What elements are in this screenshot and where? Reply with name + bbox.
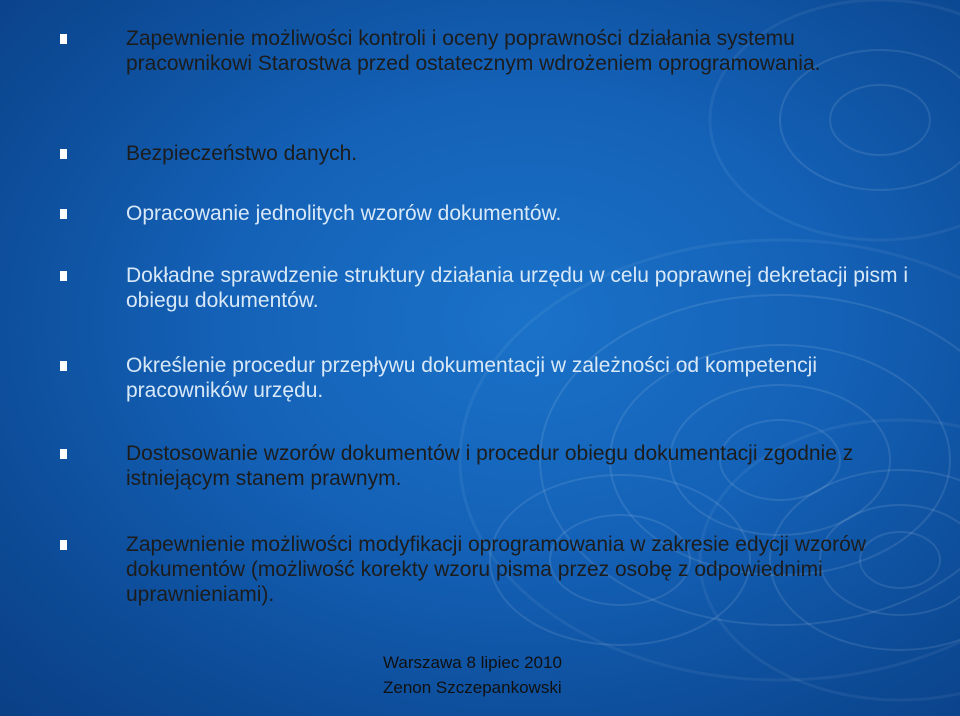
square-bullet-icon <box>60 209 67 219</box>
square-bullet-icon <box>60 449 67 459</box>
bullet-text-1: Zapewnienie możliwości kontroli i oceny poprawności działania systemu pracownikowi Starostwa przed ostatecznym wdrożeniem oprogramowania. <box>126 27 821 75</box>
slide-footer <box>383 650 562 700</box>
square-bullet-icon <box>60 149 67 159</box>
square-bullet-icon <box>60 361 67 371</box>
bullet-text-7: Zapewnienie możliwości modyfikacji oprogramowania w zakresie edycji wzorów dokumentów (możliwość korekty wzoru pisma przez osobę z odpowiednimi uprawnieniami). <box>126 533 866 606</box>
bullet-text-5: Określenie procedur przepływu dokumentacji w zależności od kompetencji pracowników urzędu. <box>126 354 818 402</box>
bullet-text-3: Opracowanie jednolitych wzorów dokumentów. <box>126 202 562 225</box>
bullet-text-2: Bezpieczeństwo danych. <box>126 142 358 165</box>
square-bullet-icon <box>60 34 67 44</box>
footer-date-location: Warszawa 8 lipiec 2010 <box>383 653 562 672</box>
bullet-text-6: Dostosowanie wzorów dokumentów i procedur obiegu dokumentacji zgodnie z istniejącym stanem prawnym. <box>126 442 854 490</box>
footer-author: Zenon Szczepankowski <box>383 678 562 697</box>
bullet-text-4: Dokładne sprawdzenie struktury działania urzędu w celu poprawnej dekretacji pism i obiegu dokumentów. <box>126 264 909 312</box>
square-bullet-icon <box>60 271 67 281</box>
square-bullet-icon <box>60 540 67 550</box>
